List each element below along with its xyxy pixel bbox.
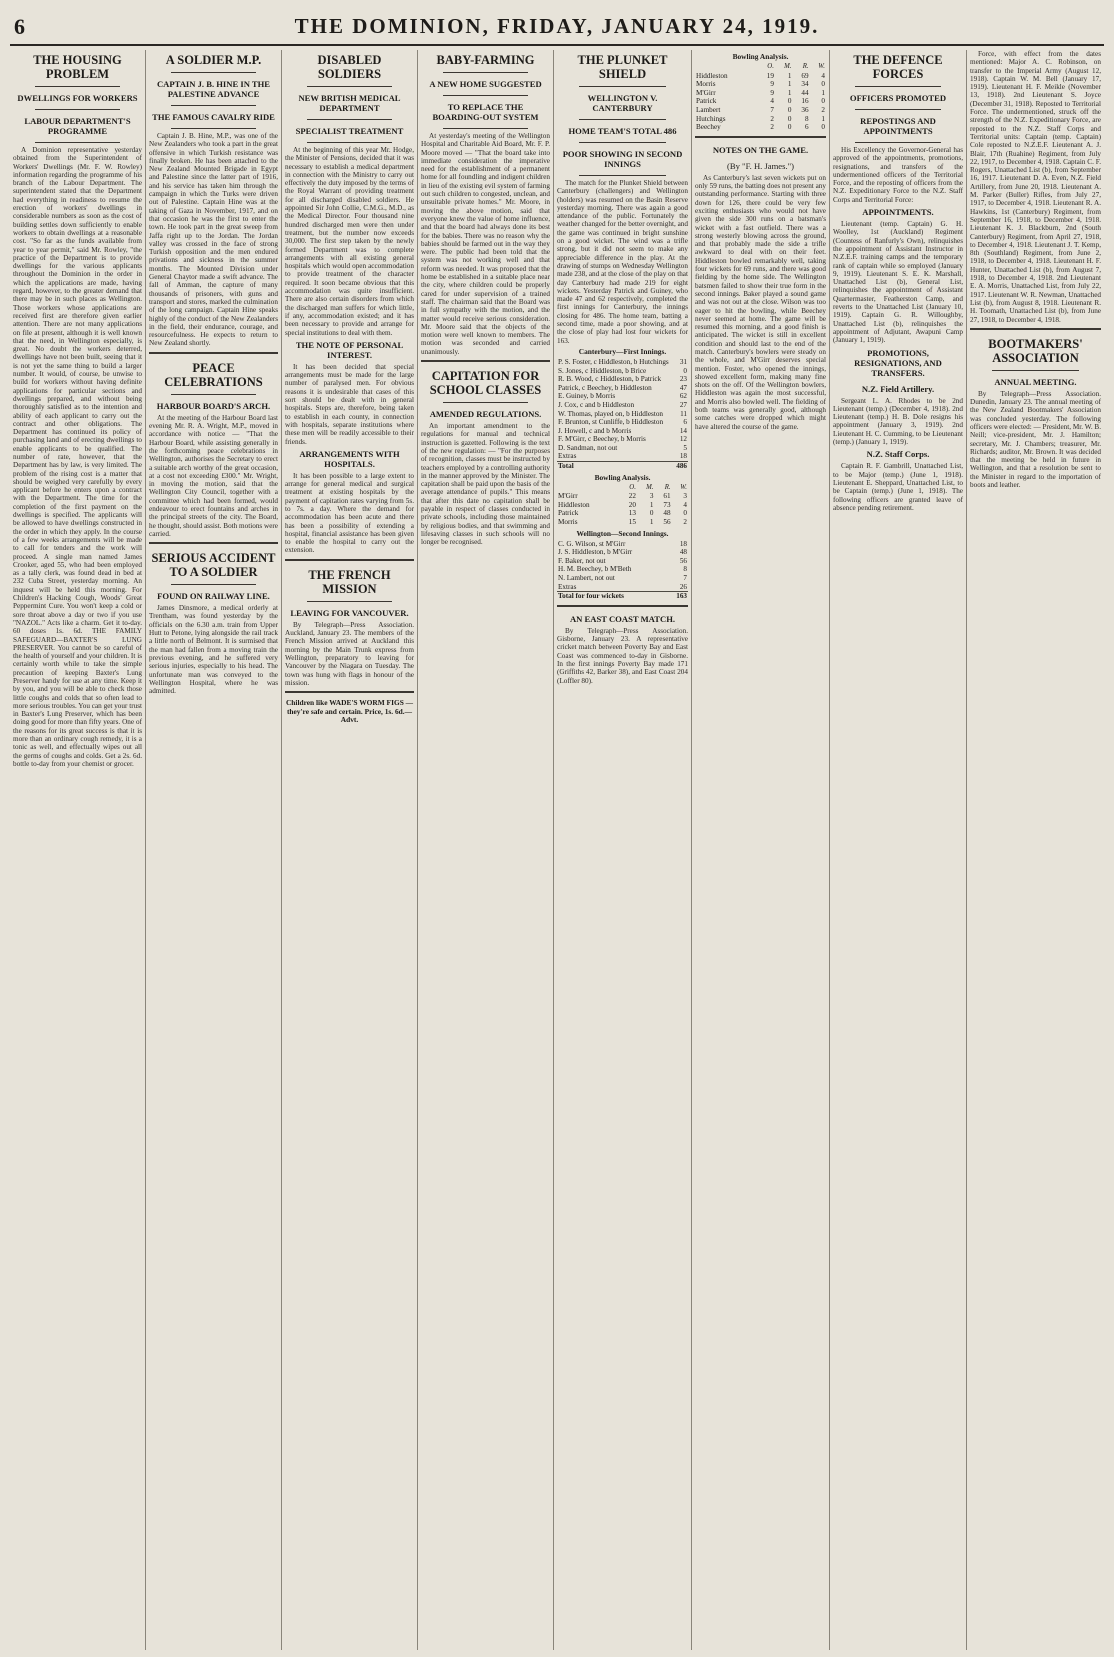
table-cell-name: Extras xyxy=(558,582,577,591)
label-first-innings: Canterbury—First Innings. xyxy=(578,346,667,356)
divider xyxy=(307,86,392,87)
advertisement-worm-figs: Children like WADE'S WORM FIGS — they're safe and certain. Price, 1s. 6d.—Advt. xyxy=(285,698,414,725)
table-cell-value: 18 xyxy=(679,539,687,548)
table-cell-value: 23 xyxy=(679,375,687,384)
table-cell-value: 20 xyxy=(628,500,636,509)
divider xyxy=(149,352,278,354)
bowling-row xyxy=(695,97,826,106)
newspaper-title: THE DOMINION, FRIDAY, JANUARY 24, 1919. xyxy=(294,14,820,38)
table-cell-value: 14 xyxy=(679,426,687,435)
divider xyxy=(443,95,528,96)
batting-row xyxy=(557,548,688,557)
table-cell-name: D. Sandman, not out xyxy=(558,443,618,452)
table-first-innings xyxy=(557,358,688,471)
bowling-row xyxy=(695,115,826,124)
table-cell-name: C. G. Wilson, st M'Girr xyxy=(558,539,626,548)
subhead-specialist: SPECIALIST TREATMENT xyxy=(295,126,404,136)
table-cell-value: 2 xyxy=(770,114,774,123)
table-cell-name: Extras xyxy=(558,452,577,461)
divider xyxy=(35,86,120,87)
table-cell-value: M. xyxy=(646,483,654,491)
table-cell-value: 4 xyxy=(821,71,825,80)
table-cell-value: 7 xyxy=(683,574,687,582)
table-cell-value: 11 xyxy=(680,409,687,418)
article-peace-text: At the meeting of the Harbour Board last evening Mr. R. A. Wright, M.P., moved in accordance with notice — "That the Harbour Board, while assisting generally in the forthcoming peace celebrations in Wellington, authorises the Secretary to erect a suitable arch worthy of the great occasion, at a cost not exceeding £300." Mr. Wright, in moving the motion, said that the Wellington City Council, together with a committee which had been formed, would endeavour to erect fountains and arches in the principal streets of the city. The Board, he thought, should assist. Both motions were carried. xyxy=(149,413,278,538)
masthead xyxy=(10,14,1104,46)
table-cell-value: M. xyxy=(784,63,792,70)
bowling-row xyxy=(695,106,826,115)
article-artillery-text: Sergeant L. A. Rhodes to be 2nd Lieutenant (temp.) (December 4, 1918). 2nd Lieutenant (temp.) H. B. Dole resigns his appointment (January 3, 1919). 2nd Lieutenant H. C. Cumming, to be Lieutenant (temp.) (January 1, 1919). xyxy=(833,396,963,447)
article-appointments-text: Lieutenant (temp. Captain) G. H. Woolley, 1st (Auckland) Regiment (Countess of Ranfurly's Own), relinquishes the appointment of Assistant Instructor in N.Z.E.F. training camps and the temporary rank of captain while so employed (January 9, 1919). Lieutenant S. E. K. Marshall, Unattached List (b), General List, relinquishes the appointment of Assistant Quartermaster, Featherston Camp, and reverts to the Unattached List (January 10, 1919). Captain G. R. Willoughby, Unattached List (b), relinquishes the appointment of Adjutant, Awapuni Camp (January 1, 1919). xyxy=(833,220,963,345)
byline: (By "F. H. James.") xyxy=(727,160,794,171)
table-cell-value: 12 xyxy=(679,435,687,444)
table-bowling-1 xyxy=(557,484,688,527)
divider xyxy=(579,142,666,143)
subhead-appointments: APPOINTMENTS. xyxy=(862,207,934,218)
table-cell-name: Patrick xyxy=(558,509,579,518)
divider xyxy=(579,175,666,176)
table-cell-value: 6 xyxy=(805,123,809,132)
headline-french-mission: THE FRENCH MISSION xyxy=(308,567,391,596)
table-cell-name: M'Girr xyxy=(558,492,578,501)
divider xyxy=(421,360,550,362)
article-notes-text: As Canterbury's last seven wickets put on only 59 runs, the batting does not present any outstanding performance. Starting with three down for 126, there could be very few exciting enthusiasts who would not have given the side 300 runs on a batsman's wicket with a fast outfield. There was a strong westerly blowing across the ground, and that probably made the side a trifle awkward to deal with on their feet. Hiddleston bowled remarkably well, taking four wickets for 69 runs, and there was good fielding by the home side. The Wellington batsmen failed to show their true form in the second innings. Baker played a sound game and was not out at the close. Wilson was too eager to hit the bowling, while Beechey never seemed at home. The game will be resumed this morning, and a good finish is anticipated. The wicket is still in excellent condition and should last to the end of the match. Canterbury's bowlers were steady on the whole, and M'Girr deserves special mention. Foster, who opened the innings, showed excellent form, making many fine shots on the off. Of the Wellington bowlers, Hiddleston was again the most successful, and Morris also bowled well. The fielding of both teams was generally good, although some catches were dropped which might have altered the course of the game. xyxy=(695,173,826,431)
column-defence-continued xyxy=(967,50,1104,1650)
column-baby-farming xyxy=(418,50,554,1650)
table-cell-value: 48 xyxy=(679,548,687,557)
divider xyxy=(992,370,1079,371)
divider xyxy=(855,142,941,143)
table-cell-name: Total xyxy=(557,462,675,471)
table-cell-value: 26 xyxy=(679,582,687,591)
subhead-personal: THE NOTE OF PERSONAL INTEREST. xyxy=(295,339,404,360)
table-cell-value: 3 xyxy=(683,492,687,501)
table-cell-name: Patrick, c Beechey, b Hiddleston xyxy=(558,383,652,392)
table-cell-name xyxy=(695,63,758,72)
table-cell-value: O. xyxy=(629,483,636,491)
table-cell-name: R. B. Wood, c Hiddleston, b Patrick xyxy=(558,375,662,384)
subhead-dwellings: DWELLINGS FOR WORKERS xyxy=(17,93,138,103)
divider xyxy=(579,119,666,120)
subhead-new-home: A NEW HOME SUGGESTED xyxy=(429,79,542,89)
table-cell-value: 1 xyxy=(649,518,654,527)
bowling-row xyxy=(557,518,688,527)
table-cell-value: 0 xyxy=(821,97,825,106)
divider xyxy=(695,136,826,138)
batting-row xyxy=(557,367,688,376)
bowling-header-row xyxy=(695,63,826,72)
table-cell-value: 8 xyxy=(805,114,809,123)
table-cell-name: Hiddleston xyxy=(558,500,590,509)
article-disabled-text: At the beginning of this year Mr. Hodge, the Minister of Pensions, decided that it was necessary to establish a medical department in connection with the Ministry to carry out effectively the duty imposed by the terms of the Royal Warrant of providing treatment for all discharged disabled soldiers. He appointed Sir John Collie, C.M.G., M.D., as the Medical Director. Four thousand nine hundred discharged men were then under treatment, but the number now exceeds 30,000. The first step taken by the newly formed Department was to complete arrangements with all existing general hospitals which would open accommodation to provide treatment of the character required. It soon became obvious that this accommodation was quite insufficient. There are also certain disorders from which the discharged man suffers for which little, if any, accommodation existed; and it has been necessary to provide and arrange for special institutions to deal with them. xyxy=(285,146,414,337)
columns xyxy=(10,50,1104,1650)
table-cell-name: W. Thomas, played on, b Hiddleston xyxy=(558,409,664,418)
batting-row xyxy=(557,427,688,436)
bowling-row xyxy=(557,509,688,518)
table-cell-value: 0 xyxy=(787,114,792,123)
table-cell-value: 62 xyxy=(679,392,687,401)
headline-plunket: THE PLUNKET SHIELD xyxy=(577,53,668,81)
total-row xyxy=(557,462,688,471)
divider xyxy=(35,142,120,143)
divider xyxy=(285,691,414,693)
table-cell-value: 48 xyxy=(663,509,671,518)
divider xyxy=(285,559,414,561)
divider xyxy=(171,394,256,395)
subhead-railway: FOUND ON RAILWAY LINE. xyxy=(157,591,270,602)
table-cell-value: 0 xyxy=(821,123,825,132)
label-bowling-analysis: Bowling Analysis. xyxy=(732,52,789,61)
article-bootmakers-text: By Telegraph—Press Association. Dunedin, January 23. The annual meeting of the New Zealand Bootmakers' Association was concluded yesterday. The following officers were elected: — President, Mr. W. B. Neill; vice-president, Mr. J. Hamilton; secretary, Mr. J. Chambers; treasurer, Mr. Richards; auditor, Mr. Brown. It was decided that the meeting be held in future in Wellington, and that a resolution be sent to the Minister in regard to the importation of boots and leather. xyxy=(970,389,1102,490)
batting-row xyxy=(557,452,688,461)
subhead-annual-meeting: ANNUAL MEETING. xyxy=(994,376,1077,387)
divider xyxy=(443,72,528,73)
divider xyxy=(855,86,941,87)
table-cell-value: 27 xyxy=(679,400,687,409)
table-cell-name: Total for four wickets xyxy=(557,592,669,601)
article-accident-text: James Dinsmore, a medical orderly at Trentham, was found yesterday by the officials on the 6.30 a.m. train from Upper Hutt to Petone, lying alongside the rail track a little north of Belmont. It is surmised that the man had fallen from a moving train the previous evening, and he suffered very serious injuries, especially to his head. The unfortunate man was conveyed to the Wellington Hospital, where he was admitted. xyxy=(149,604,278,696)
table-cell-name: J. Howell, c and b Morris xyxy=(558,426,632,435)
headline-baby-farming: BABY-FARMING xyxy=(436,53,535,67)
headline-accident: SERIOUS ACCIDENT TO A SOLDIER xyxy=(151,551,276,580)
table-cell-name: Lambert xyxy=(696,105,721,114)
bowling-header-row xyxy=(557,484,688,493)
divider xyxy=(307,601,392,602)
headline-disabled: DISABLED SOLDIERS xyxy=(317,53,382,81)
table-cell-value: 0 xyxy=(787,105,792,114)
table-cell-value: R. xyxy=(664,483,671,491)
table-cell-name: F. Brunton, st Cunliffe, b Hiddleston xyxy=(558,418,664,427)
table-cell-value: 56 xyxy=(679,556,687,565)
subhead-medical: NEW BRITISH MEDICAL DEPARTMENT xyxy=(298,93,401,113)
table-cell-value: 34 xyxy=(801,80,809,89)
label-second-innings: Wellington—Second Innings. xyxy=(576,528,669,538)
subhead-hospitals: ARRANGEMENTS WITH HOSPITALS. xyxy=(299,448,400,469)
divider xyxy=(307,119,392,120)
batting-row xyxy=(557,375,688,384)
table-cell-value: 1 xyxy=(649,500,654,509)
table-cell-value: 1 xyxy=(787,71,792,80)
divider xyxy=(171,72,256,73)
table-cell-value: 1 xyxy=(821,114,825,123)
table-cell-value: 2 xyxy=(683,518,687,527)
column-cricket-notes xyxy=(692,50,830,1650)
column-housing xyxy=(10,50,146,1650)
table-cell-value: 0 xyxy=(649,509,654,518)
table-cell-value: 3 xyxy=(649,492,654,501)
subhead-poor-showing: POOR SHOWING IN SECOND INNINGS xyxy=(562,149,683,169)
divider xyxy=(443,128,528,129)
article-defence-continued-text: Force, with effect from the dates mentioned: Major A. C. Robinson, on transfer to the Imperial Army (August 12, 1918). Captain W. M. Bell (January 17, 1919). Lieutenant H. F. Meikle (November 13, 1918). 2nd Lieutenant S. Joyce (December 31, 1918). Reposted to Territorial Force. The undermentioned, struck off the strength of the N.Z. Expeditionary Force, are reposted to the N.Z. Staff Corps and Territorial units: Captain (temp. Captain) Cole reposted to N.Z.E.F. Lieutenant A. J. Blair, 17th (Ruahine) Regiment, from July 22, 1917, to December 4, 1918. Captain C. F. Rogers, Unattached List (b), from September 16, 1917. Lieutenant D. A. Even, N.Z. Field Artillery, from June 20, 1918. Lieutenant A. M. Parker (Buller) Rifles, from July 27, 1917, to December 4, 1918. Lieutenant R. A. Hawkins, 1st (Canterbury) Regiment, from September 16, 1918, to December 4, 1918. Lieutenant K. J. Blackburn, 2nd (South Canterbury) Regiment, from April 27, 1918, to December 4, 1918. Lieutenant J. T. Kemp, 8th (Southland) Regiment, from June 2, 1918, to December 4, 1918. Lieutenant H. F. Hunter, Unattached List (b), from August 7, 1918, to December 4, 1918. 2nd Lieutenant E. A. Morris, Unattached List, from July 22, 1917. Lieutenant W. R. Newman, Unattached List (b), from August 8, 1918. Lieutenant R. H. Toomath, Unattached List (b), from June 27, 1918, to December 4, 1918. xyxy=(970,50,1101,324)
article-plunket-text: The match for the Plunket Shield between Canterbury (challengers) and Wellington (holders) was resumed on the Basin Reserve yesterday morning. There was again a good attendance of the public. Fortunately the weather changed for the better overnight, and the game was continued in bright sunshine on a good wicket. The wind was a trifle strong, but it did not seem to make any appreciable difference in the play. At the drawing of stumps on Wednesday Wellington made 238, and at the close of the play on that day Canterbury had made 219 for eight wickets. Yesterday Patrick and Guiney, who made 47 and 62 respectively, completed the first innings for Canterbury, the innings closing for 486. The home team, batting a second time, made a poor showing, and at the close of play had lost four wickets for 163. xyxy=(557,179,688,345)
subhead-hine: CAPTAIN J. B. HINE IN THE PALESTINE ADVANCE xyxy=(156,79,271,99)
table-bowling-2 xyxy=(695,63,826,132)
batting-row xyxy=(557,392,688,401)
label-bowling: Bowling Analysis. xyxy=(594,472,651,482)
batting-row xyxy=(557,384,688,393)
batting-row xyxy=(557,574,688,583)
subhead-total: HOME TEAM'S TOTAL 486 xyxy=(568,126,677,136)
headline-defence: THE DEFENCE FORCES xyxy=(853,53,943,81)
subhead-boarding-out: TO REPLACE THE BOARDING-OUT SYSTEM xyxy=(432,102,539,122)
batting-row xyxy=(557,358,688,367)
divider xyxy=(579,86,666,87)
table-cell-value: 4 xyxy=(683,500,687,509)
batting-row xyxy=(557,410,688,419)
table-cell-value: 6 xyxy=(683,418,687,427)
divider xyxy=(171,128,256,129)
subhead-staff-corps: N.Z. Staff Corps. xyxy=(866,449,930,460)
table-cell-value: 13 xyxy=(628,509,636,518)
table-cell-name: J. Cox, c and b Hiddleston xyxy=(558,400,635,409)
table-cell-name: J. S. Hiddleston, b M'Girr xyxy=(558,548,633,557)
article-baby-text: At yesterday's meeting of the Wellington Hospital and Charitable Aid Board, Mr. F. P. Moore moved — "That the board take into immediate consideration the imperative need for the establishment of a permanent home for all foundling and indigent children in lieu of the existing evil system of farming out such children to congested, unclean, and unsuitable private homes." Mr. Moore, in moving the above motion, said that everyone knew the value of home influence, and that the board had always done its best for the babies. There was no reason why the babies should be farmed out in the way they were. The public had been told that the system was not working well and that reform was needed. It was proposed that the home be established in a suitable place near the city, where children could be properly cared for under supervision of a trained staff. The chairman said that the Board was in full sympathy with the motion, and the matter would receive serious consideration. Mr. Moore said that the objects of the motion were well known to members. The motion was seconded and carried unanimously. xyxy=(421,132,550,356)
table-cell-value: 0 xyxy=(683,366,687,375)
subhead-wellington-canterbury: WELLINGTON V. CANTERBURY xyxy=(587,93,658,113)
table-cell-value: 0 xyxy=(787,123,792,132)
table-cell-name: Patrick xyxy=(696,97,717,106)
batting-row xyxy=(557,435,688,444)
article-housing-text: A Dominion representative yesterday obtained from the Superintendent of Workers' Dwellings (Mr. F. W. Rowley) information regarding the programme of his branch of the Labour Department. The superintendent stated that the Department had everything in readiness to resume the erection of workers' dwellings in considerable numbers as soon as the cost of building settles down sufficiently to enable workers to obtain dwellings at a reasonable cost. "So far as the funds available from year to year permit," said Mr. Rowley, "the practice of the Department is to provide dwellings for the various applicants throughout the Dominion in the order in which the applications are made, having regard, however, to the greater demand that there may be in such places as Wellington. Those workers whose applications are received first are therefore given earlier attention. There are not many applications on file at present, although it is well known that the need, in Wellington especially, is great. No doubt the workers deterred, dwellings have not been built, seeing that it is not yet the same thing to build a larger number. It would, of course, be unwise to build for workers without having definite applications for particular sections and dwellings prepared, and without being thoroughly satisfied as to the intention and ability of each applicant to carry out the contract and other obligations. The Department has continued its policy of purchasing land and of erecting dwellings to enable applicants to be qualified. The number of rate, however, that the Department has by law, is very limited. The problem of the rising cost is a matter that should be weighed very carefully by every applicant before he enters upon a contract with the Department. The time for the completion of the first payment on the dwellings is specified. The applicants will be allowed to have dwellings constructed in the order in which they apply. In the course of a few weeks arrangements will be made to call for tenders and the work will proceed. A single man named James Crooker, aged 55, who had been employed as a tally clerk, was found dead in bed at 232 Cuba Street, yesterday morning. An inquest will be held this morning. For Children's Hacking Cough, Woods' Great Peppermint Cure. You won't keep a cold or sore throat above a day or two if you use "NAZOL." Acts like a charm. Get it to-day. 60 doses 1s. 6d. THE FAMILY SAFEGUARD—BAXTER'S LUNG PRESERVER. You cannot be so careful of the health of yourself and your children. It is certainly worth while to take the simple precaution of keeping Baxter's Lung Preserver handy for use at any time. Keep it by you, and you will be able to check those little coughs and colds that so often lead to more serious troubles. You can get your trust in Baxter's Lung Preserver, which has been doing good for more than fifty years. One of the reasons for its great success is that it is more than an ordinary cough remedy, it is a tonic as well, and effectually wipes out all the germs of coughs and colds. Get a 2s. 6d. bottle to-day from your chemist or grocer. xyxy=(13,146,142,768)
table-cell-name: M'Girr xyxy=(696,88,716,97)
table-cell-name: Hiddleston xyxy=(696,71,728,80)
table-cell-value: O. xyxy=(767,63,774,70)
table-cell-value: 7 xyxy=(770,105,774,114)
subhead-vancouver: LEAVING FOR VANCOUVER. xyxy=(290,607,409,618)
total-row xyxy=(557,592,688,601)
table-cell-value: 486 xyxy=(676,462,687,471)
table-cell-value: 8 xyxy=(683,565,687,574)
subhead-promotions: PROMOTIONS, RESIGNATIONS, AND TRANSFERS. xyxy=(854,347,942,378)
table-cell-name: Beechey xyxy=(696,123,721,132)
table-cell-name: P. S. Foster, c Hiddleston, b Hutchings xyxy=(558,357,669,366)
table-cell-name: Morris xyxy=(696,80,716,89)
table-cell-name: S. Jones, c Hiddleston, b Brice xyxy=(558,366,647,375)
table-cell-name: E. Guiney, b Morris xyxy=(558,392,616,401)
headline-housing: THE HOUSING PROBLEM xyxy=(33,53,122,81)
subhead-arch: HARBOUR BOARD'S ARCH. xyxy=(156,400,271,411)
bowling-row xyxy=(557,492,688,501)
table-cell-value: 0 xyxy=(787,97,792,106)
table-cell-value: 1 xyxy=(821,88,825,97)
subhead-east-coast: AN EAST COAST MATCH. xyxy=(569,613,676,624)
table-cell-value: 4 xyxy=(770,97,774,106)
divider xyxy=(557,605,688,607)
subhead-labour: LABOUR DEPARTMENT'S PROGRAMME xyxy=(24,116,131,136)
table-cell-value: 31 xyxy=(679,357,687,366)
subhead-repostings: REPOSTINGS AND APPOINTMENTS xyxy=(860,116,936,136)
divider xyxy=(443,402,528,403)
table-cell-value: 56 xyxy=(663,518,671,527)
table-cell-value: 9 xyxy=(770,88,774,97)
subhead-artillery: N.Z. Field Artillery. xyxy=(861,383,935,394)
page-number: 6 xyxy=(14,14,25,39)
batting-row xyxy=(557,583,688,592)
table-cell-value: 2 xyxy=(770,123,774,132)
headline-capitation: CAPITATION FOR SCHOOL CLASSES xyxy=(429,369,542,398)
headline-bootmakers: BOOTMAKERS' ASSOCIATION xyxy=(988,336,1083,365)
bowling-row xyxy=(557,501,688,510)
bowling-row xyxy=(695,89,826,98)
subhead-regulations: AMENDED REGULATIONS. xyxy=(429,409,542,420)
article-east-coast-text: By Telegraph—Press Association. Gisborne, January 23. A representative cricket match between Poverty Bay and East Coast was commenced to-day in Gisborne. In the first innings Poverty Bay made 171 (Griffiths 42, Barker 38), and East Coast 204 (Loffler 80). xyxy=(557,626,688,685)
divider xyxy=(35,109,120,110)
table-cell-name: H. M. Beechey, b M'Beth xyxy=(558,565,632,574)
table-cell-value: 36 xyxy=(801,105,809,114)
column-disabled xyxy=(282,50,418,1650)
table-cell-name: Morris xyxy=(558,518,578,527)
batting-row xyxy=(557,565,688,574)
table-cell-name xyxy=(557,484,620,493)
headline-soldier-mp: A SOLDIER M.P. xyxy=(165,53,262,67)
divider xyxy=(970,328,1101,330)
article-capitation-text: An important amendment to the regulations for manual and technical instruction is gazetted. Following is the text of the new regulation: — "For the purposes of recognition, classes must be instructed by teachers employed by a controlling authority in the manner approved by the Minister. The capitation shall be paid upon the basis of the average attendance of pupils." This means that after this date no capitation shall be payable in respect of classes conducted in private schools, including those maintained by religious bodies, and that swimming and lifesaving classes in such schools will no longer be recognised. xyxy=(421,422,550,547)
column-defence xyxy=(830,50,967,1650)
subhead-officers: OFFICERS PROMOTED xyxy=(849,93,947,103)
column-soldier-mp xyxy=(146,50,282,1650)
batting-row xyxy=(557,557,688,566)
table-cell-value: 163 xyxy=(669,592,688,601)
subhead-notes: NOTES ON THE GAME. xyxy=(712,144,809,155)
divider xyxy=(171,584,256,585)
table-cell-value: 73 xyxy=(663,500,671,509)
table-cell-name: F. Baker, not out xyxy=(558,556,606,565)
table-cell-value: W. xyxy=(680,483,687,491)
table-cell-value: 16 xyxy=(801,97,809,106)
divider xyxy=(171,105,256,106)
bowling-row xyxy=(695,123,826,132)
article-disabled-text-3: It has been possible to a large extent to arrange for general medical and surgical treatment at existing hospitals by the payment of capitation rates varying from 5s. to 7s. a day. Where the demand for accommodation has been acute and there has been a possibility of extending a hospital, financial assistance has been given to enable the hospital to carry out the extension. xyxy=(285,471,414,555)
divider xyxy=(307,142,392,143)
table-cell-value: 47 xyxy=(679,383,687,392)
batting-row xyxy=(557,444,688,453)
table-cell-name: Hutchings xyxy=(696,114,726,123)
table-cell-name: N. Lambert, not out xyxy=(558,574,615,582)
bowling-row xyxy=(695,80,826,89)
table-cell-value: 18 xyxy=(679,452,687,461)
article-defence-text: His Excellency the Governor-General has approved of the appointments, promotions, resignations, and transfers of the undermentioned officers of the Territorial Force, and the reposting of officers from the N.Z. Expeditionary Force to the N.Z. Staff Corps and Territorial Force: xyxy=(833,146,963,204)
table-cell-value: 61 xyxy=(663,492,671,501)
column-plunket xyxy=(554,50,692,1650)
table-cell-value: 44 xyxy=(801,88,809,97)
divider xyxy=(149,542,278,544)
divider xyxy=(855,109,941,110)
batting-row xyxy=(557,418,688,427)
table-cell-value: 2 xyxy=(821,105,825,114)
table-cell-value: 19 xyxy=(766,71,774,80)
batting-row xyxy=(557,540,688,549)
bowling-row xyxy=(695,72,826,81)
table-cell-value: 0 xyxy=(821,80,825,89)
table-cell-value: 69 xyxy=(801,71,809,80)
article-staff-text: Captain R. F. Gambrill, Unattached List, to be Major (temp.) (June 1, 1918). Lieutenant E. Sheppard, Unattached List, to be Captain (temp.) (June 1, 1918). The following officers are granted leave of absence pending retirement. xyxy=(833,462,963,512)
table-cell-value: 5 xyxy=(683,443,687,452)
table-cell-value: 22 xyxy=(628,492,636,501)
table-cell-value: 1 xyxy=(787,88,792,97)
table-cell-value: W. xyxy=(818,63,825,70)
table-cell-value: 1 xyxy=(787,80,792,89)
headline-peace: PEACE CELEBRATIONS xyxy=(164,360,263,389)
table-cell-name: F. M'Girr, c Beechey, b Morris xyxy=(558,435,646,444)
article-french-text: By Telegraph—Press Association. Auckland, January 23. The members of the French Mission arrived at Auckland this morning by the Main Trunk express from Wellington, preparatory to leaving for Vancouver by the Niagara on Tuesday. The town was hung with flags in honour of the mission. xyxy=(285,620,414,687)
article-disabled-text-2: It has been decided that special arrangements must be made for the large number of paralysed men. For obvious reasons it is undesirable that cases of this sort should be dealt with in general hospitals. Steps are, therefore, being taken to establish in each county, in connection with hospitals, separate institutions where these men will be readily accessible to their friends. xyxy=(285,362,414,446)
table-cell-value: R. xyxy=(802,63,809,70)
table-cell-value: 15 xyxy=(628,518,636,527)
table-cell-value: 0 xyxy=(683,509,687,518)
table-second-innings xyxy=(557,540,688,601)
subhead-cavalry: THE FAMOUS CAVALRY RIDE xyxy=(152,112,275,122)
batting-row xyxy=(557,401,688,410)
table-cell-value: 9 xyxy=(770,80,774,89)
article-hine-text: Captain J. B. Hine, M.P., was one of the New Zealanders who took a part in the great offensive in which Turkish resistance was finally broken. He has been attached to the New Zealand Mounted Brigade in Egypt and Palestine since the latter part of 1916, and his service has taken him through the campaign in which the Turks were driven out of Palestine. Captain Hine was at the taking of Gaza in November, 1917, and on that occasion he was the first to enter the town. He took part in the great sweep from Jaffa right up to the Jordan. The Jordan valley was crossed in the face of strong Turkish opposition and the men endured privations and sickness in the summer months. The Mounted Division under General Chaytor made a swift advance. The fall of Amman, the capture of many thousands of prisoners, with guns and transport and stores, marked the culmination of the long campaign. Captain Hine speaks highly of the conduct of the New Zealanders in the field, their endurance, courage, and resourcefulness. He expects to return to New Zealand shortly. xyxy=(149,132,278,348)
